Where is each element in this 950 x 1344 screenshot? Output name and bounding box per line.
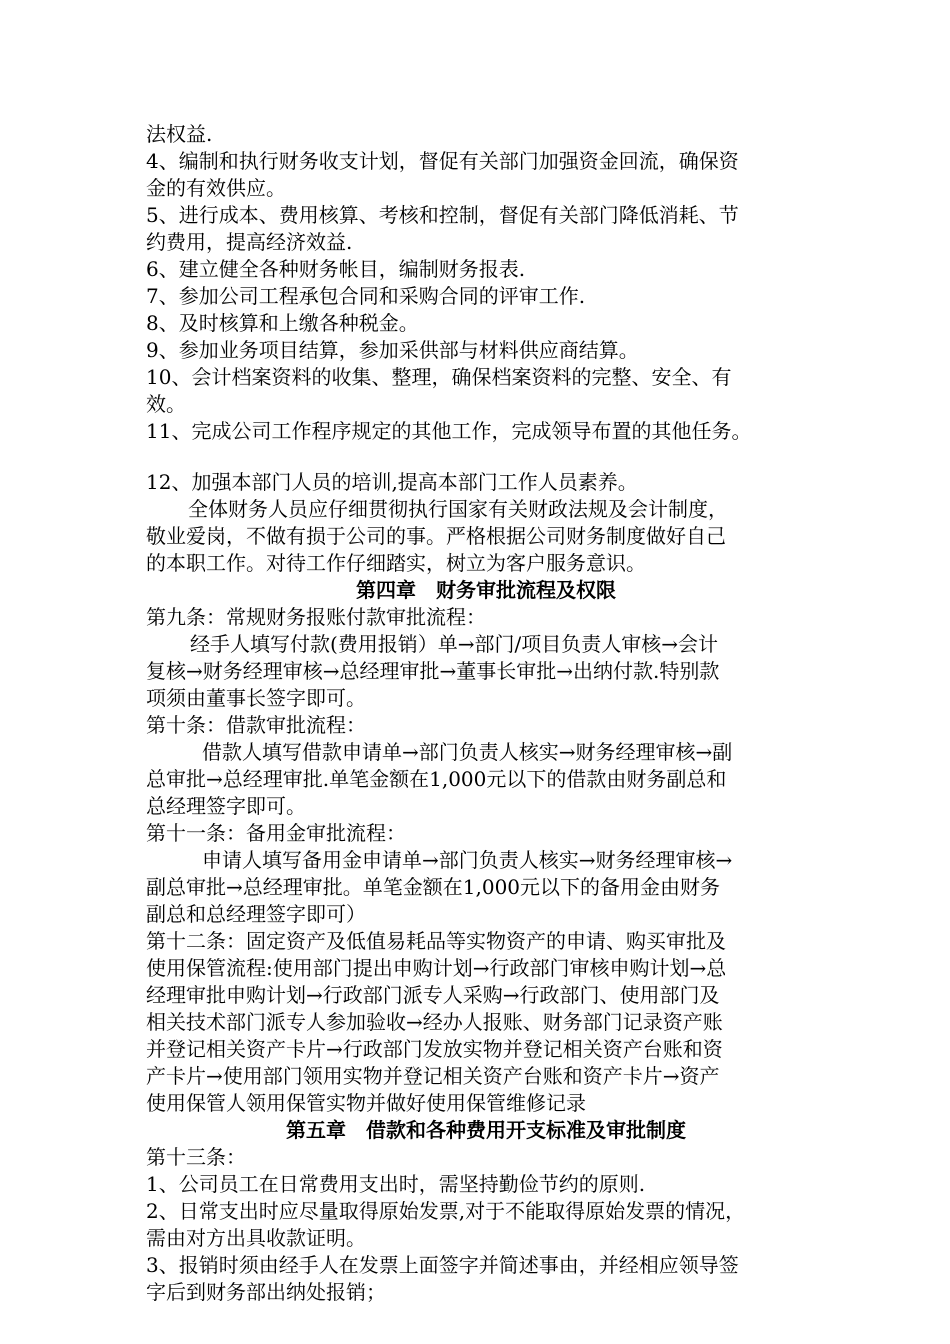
- paragraph-line: 全体财务人员应仔细贯彻执行国家有关财政法规及会计制度，: [188, 497, 728, 521]
- list-item-3: 3、报销时须由经手人在发票上面签字并简述事由，并经相应领导签: [146, 1253, 739, 1277]
- text-line: 金的有效供应。: [146, 176, 286, 200]
- paragraph-line: 使用保管人领用保管实物并做好使用保管维修记录: [146, 1091, 586, 1115]
- paragraph-line: 产卡片→使用部门领用实物并登记相关资产台账和资产卡片→资产: [146, 1064, 720, 1088]
- list-item-4: 4、编制和执行财务收支计划，督促有关部门加强资金回流，确保资: [146, 149, 739, 173]
- paragraph-line: 副总审批→总经理审批。单笔金额在1,000元以下的备用金由财务: [146, 875, 721, 899]
- paragraph-line: 副总和总经理签字即可）: [146, 902, 366, 926]
- list-item-1: 1、公司员工在日常费用支出时，需坚持勤俭节约的原则.: [146, 1172, 646, 1196]
- paragraph-line: 复核→财务经理审核→总经理审批→董事长审批→出纳付款.特别款: [146, 659, 720, 683]
- article-9-title: 第九条：常规财务报账付款审批流程：: [146, 605, 486, 629]
- text-line: 约费用，提高经济效益.: [146, 230, 353, 254]
- paragraph-line: 项须由董事长签字即可。: [146, 686, 366, 710]
- blank-line: [146, 445, 826, 469]
- paragraph-line: 经手人填写付款(费用报销）单→部门/项目负责人审核→会计: [190, 632, 719, 656]
- list-item-2: 2、日常支出时应尽量取得原始发票,对于不能取得原始发票的情况，: [146, 1199, 746, 1223]
- chapter-4-heading: 第四章 财务审批流程及权限: [356, 578, 616, 602]
- text-line: 需由对方出具收款证明。: [146, 1226, 366, 1250]
- paragraph-line: 相关技术部门派专人参加验收→经办人报账、财务部门记录资产账: [146, 1010, 723, 1034]
- list-item-12: 12、加强本部门人员的培训,提高本部门工作人员素养。: [146, 470, 638, 494]
- article-13-title: 第十三条：: [146, 1145, 246, 1169]
- paragraph-line: 申请人填写备用金申请单→部门负责人核实→财务经理审核→: [202, 848, 733, 872]
- paragraph-line: 使用保管流程:使用部门提出申购计划→行政部门审核申购计划→总: [146, 956, 727, 980]
- paragraph-line: 总审批→总经理审批.单笔金额在1,000元以下的借款由财务副总和: [146, 767, 727, 791]
- paragraph-line: 敬业爱岗，不做有损于公司的事。严格根据公司财务制度做好自己: [146, 524, 726, 548]
- list-item-6: 6、建立健全各种财务帐目，编制财务报表.: [146, 257, 526, 281]
- paragraph-line: 经理审批申购计划→行政部门派专人采购→行政部门、使用部门及: [146, 983, 720, 1007]
- chapter-5-heading: 第五章 借款和各种费用开支标准及审批制度: [286, 1118, 686, 1142]
- text-line: 法权益.: [146, 122, 213, 146]
- article-12-title: 第十二条：固定资产及低值易耗品等实物资产的申请、购买审批及: [146, 929, 726, 953]
- paragraph-line: 的本职工作。对待工作仔细踏实，树立为客户服务意识。: [146, 551, 646, 575]
- text-line: 字后到财务部出纳处报销；: [146, 1280, 386, 1304]
- paragraph-line: 借款人填写借款申请单→部门负责人核实→财务经理审核→副: [202, 740, 733, 764]
- list-item-8: 8、及时核算和上缴各种税金。: [146, 311, 419, 335]
- list-item-11: 11、完成公司工作程序规定的其他工作，完成领导布置的其他任务。: [146, 419, 752, 443]
- paragraph-line: 并登记相关资产卡片→行政部门发放实物并登记相关资产台账和资: [146, 1037, 723, 1061]
- article-11-title: 第十一条：备用金审批流程：: [146, 821, 406, 845]
- article-10-title: 第十条：借款审批流程：: [146, 713, 366, 737]
- list-item-10: 10、会计档案资料的收集、整理，确保档案资料的完整、安全、有: [146, 365, 732, 389]
- list-item-9: 9、参加业务项目结算，参加采供部与材料供应商结算。: [146, 338, 639, 362]
- list-item-5: 5、进行成本、费用核算、考核和控制，督促有关部门降低消耗、节: [146, 203, 739, 227]
- list-item-7: 7、参加公司工程承包合同和采购合同的评审工作.: [146, 284, 586, 308]
- document-page: [146, 121, 826, 1306]
- text-line: 效。: [146, 392, 186, 416]
- paragraph-line: 总经理签字即可。: [146, 794, 306, 818]
